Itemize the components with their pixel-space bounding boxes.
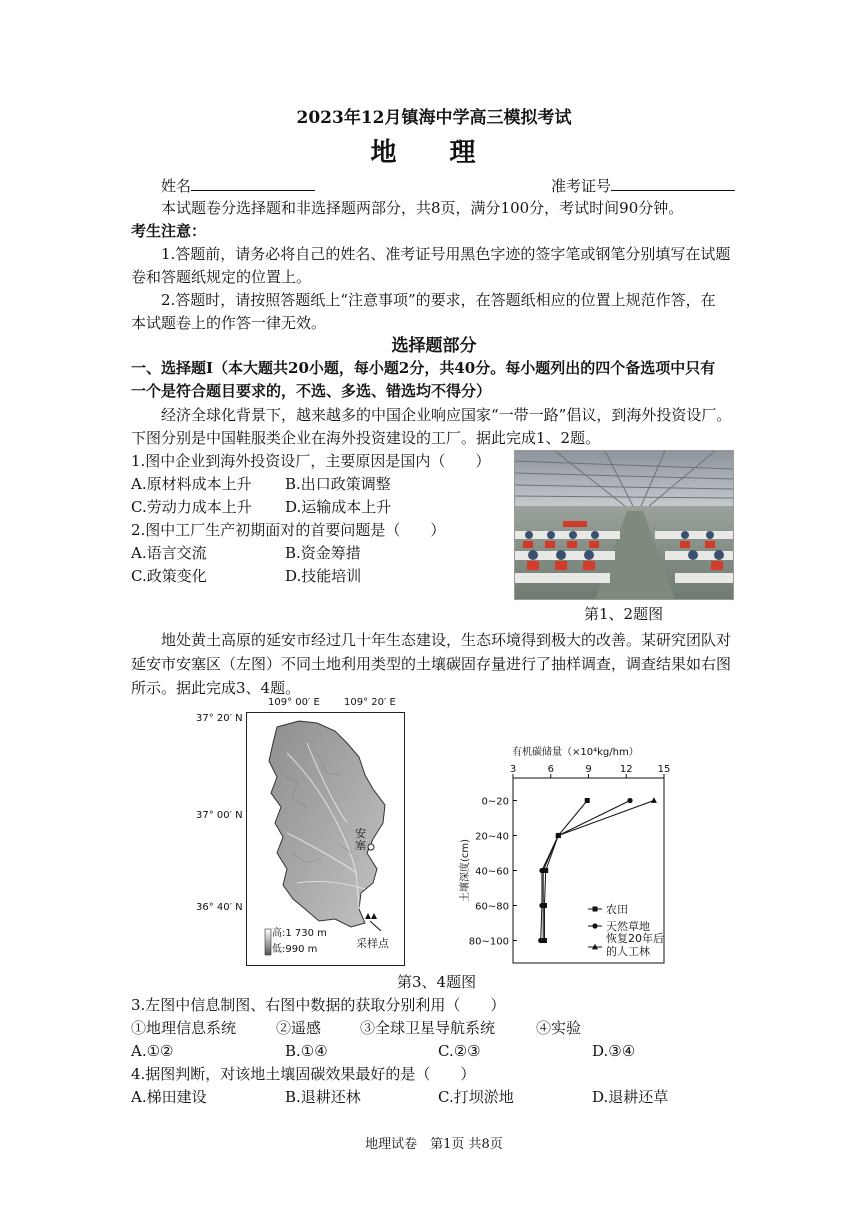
- map-lat-label-1: 37° 20′ N: [196, 713, 243, 724]
- q3-statement-2: ②遥感: [276, 1019, 322, 1037]
- legend-label-2: 恢复20年后: [606, 932, 664, 945]
- exam-title: 2023年12月镇海中学高三模拟考试: [296, 108, 572, 128]
- q1-option-b[interactable]: B.出口政策调整: [285, 475, 391, 493]
- q2-option-c[interactable]: C.政策变化: [131, 567, 207, 585]
- id-field[interactable]: [551, 176, 735, 195]
- passage2-line1: 地处黄土高原的延安市经过几十年生态建设，生态环境得到极大的改善。某研究团队对: [161, 631, 732, 649]
- q2-stem: 2.图中工厂生产初期面对的首要问题是（ ）: [131, 521, 446, 539]
- notice-heading: 考生注意：: [131, 222, 207, 240]
- map-lon-label-2: 109° 20′ E: [344, 697, 396, 708]
- q1-option-c[interactable]: C.劳动力成本上升: [131, 498, 252, 516]
- figure-caption: 第3、4题图: [397, 973, 477, 991]
- elevation-legend-bar: [265, 929, 271, 955]
- legend-marker-1: [592, 923, 597, 928]
- q1-option-a[interactable]: A.原材料成本上升: [131, 475, 252, 493]
- map-lon-label-1: 109° 00′ E: [268, 697, 320, 708]
- legend-label-0: 农田: [606, 903, 628, 916]
- series-line-0: [544, 801, 587, 941]
- series-2-point-0: [651, 797, 657, 803]
- series-1-point-0: [627, 798, 632, 803]
- q3-option-c[interactable]: C.②③: [438, 1042, 481, 1060]
- notice-item1-line2: 卷和答题纸规定的位置上。: [131, 268, 312, 286]
- y-tick-label-0: 0~20: [481, 796, 509, 808]
- legend-label-1: 天然草地: [606, 920, 650, 933]
- q3-option-a[interactable]: A.①②: [131, 1042, 174, 1060]
- q1-stem: 1.图中企业到海外投资设厂，主要原因是国内（ ）: [131, 452, 491, 470]
- page-footer: 地理试卷 第1页 共8页: [365, 1137, 503, 1152]
- name-label: 姓名: [161, 177, 192, 195]
- chart-title: 有机碳储量（×10⁴kg/hm）: [512, 747, 639, 758]
- series-0-point-0: [585, 798, 590, 803]
- map-sample-label: 采样点: [356, 937, 389, 950]
- q4-option-a[interactable]: A.梯田建设: [131, 1088, 207, 1106]
- q3-statement-1: ①地理信息系统: [131, 1019, 237, 1037]
- passage1-line1: 经济全球化背景下，越来越多的中国企业响应国家“一带一路”倡议，到海外投资设厂。: [161, 406, 732, 424]
- x-tick-label-4: 15: [657, 764, 671, 775]
- y-axis-label: 土壤深度(cm): [460, 838, 471, 903]
- notice-item2-line1: 2.答题时，请按照答题纸上“注意事项”的要求，在答题纸相应的位置上规范作答，在: [161, 291, 716, 309]
- q4-option-b[interactable]: B.退耕还林: [285, 1088, 361, 1106]
- id-label: 准考证号: [551, 177, 612, 195]
- x-tick-label-3: 12: [619, 764, 633, 775]
- soil-carbon-chart: [452, 745, 671, 965]
- y-tick-label-3: 60~80: [475, 901, 509, 913]
- y-tick-label-2: 40~60: [475, 866, 509, 878]
- map-legend-low: 低:990 m: [272, 944, 318, 955]
- q3-option-b[interactable]: B.①④: [285, 1042, 328, 1060]
- section-title: 选择题部分: [391, 336, 477, 356]
- id-blank[interactable]: [611, 176, 735, 191]
- map-place-label: 安塞: [355, 827, 366, 852]
- notice-item1-line1: 1.答题前，请务必将自己的姓名、准考证号用黑色字迹的签字笔或钢笔分别填写在试题: [161, 245, 731, 263]
- q3-statement-4: ④实验: [536, 1019, 582, 1037]
- q2-option-b[interactable]: B.资金筹措: [285, 544, 361, 562]
- q4-option-d[interactable]: D.退耕还草: [592, 1088, 669, 1106]
- section-heading-line1: 一、选择题Ⅰ（本大题共20小题，每小题2分，共40分。每小题列出的四个备选项中只有: [131, 359, 716, 377]
- q4-option-c[interactable]: C.打坝淤地: [438, 1088, 514, 1106]
- passage1-line2: 下图分别是中国鞋服类企业在海外投资建设的工厂。据此完成1、2题。: [131, 429, 601, 447]
- notice-item2-line2: 本试题卷上的作答一律无效。: [131, 314, 327, 332]
- passage2-line3: 所示。据此完成3、4题。: [131, 679, 301, 697]
- legend-label-3: 的人工林: [606, 945, 650, 958]
- map-legend-high: 高:1 730 m: [272, 928, 327, 939]
- q2-option-a[interactable]: A.语言交流: [131, 544, 207, 562]
- q2-option-d[interactable]: D.技能培训: [285, 567, 362, 585]
- q4-stem: 4.据图判断，对该地土壤固碳效果最好的是（ ）: [131, 1065, 476, 1083]
- map-lat-label-2: 37° 00′ N: [196, 810, 243, 821]
- x-tick-label-1: 6: [547, 764, 554, 775]
- q1-option-d[interactable]: D.运输成本上升: [285, 498, 392, 516]
- name-field[interactable]: [161, 176, 315, 195]
- q3-statement-3: ③全球卫星导航系统: [360, 1019, 496, 1037]
- factory-photo: [514, 450, 734, 600]
- map-lat-label-3: 36° 40′ N: [196, 902, 243, 913]
- x-tick-label-2: 9: [585, 764, 592, 775]
- name-blank[interactable]: [191, 176, 315, 191]
- subject-title: 地 理: [370, 138, 498, 168]
- x-tick-label-0: 3: [509, 764, 517, 775]
- q3-option-d[interactable]: D.③④: [592, 1042, 636, 1060]
- y-tick-label-4: 80~100: [468, 936, 509, 948]
- y-tick-label-1: 20~40: [475, 831, 509, 843]
- photo-caption: 第1、2题图: [584, 605, 664, 623]
- ansai-city-marker: [368, 844, 374, 850]
- section-heading-line2: 一个是符合题目要求的，不选、多选、错选均不得分）: [131, 382, 492, 400]
- passage2-line2: 延安市安塞区（左图）不同土地利用类型的土壤碳固存量进行了抽样调查，调查结果如右图: [131, 655, 732, 673]
- legend-marker-0: [593, 907, 598, 912]
- ansai-district-outline: [269, 721, 385, 927]
- q3-stem: 3.左图中信息制图、右图中数据的获取分别利用（ ）: [131, 996, 506, 1014]
- intro-text: 本试题卷分选择题和非选择题两部分，共8页，满分100分，考试时间90分钟。: [161, 199, 684, 217]
